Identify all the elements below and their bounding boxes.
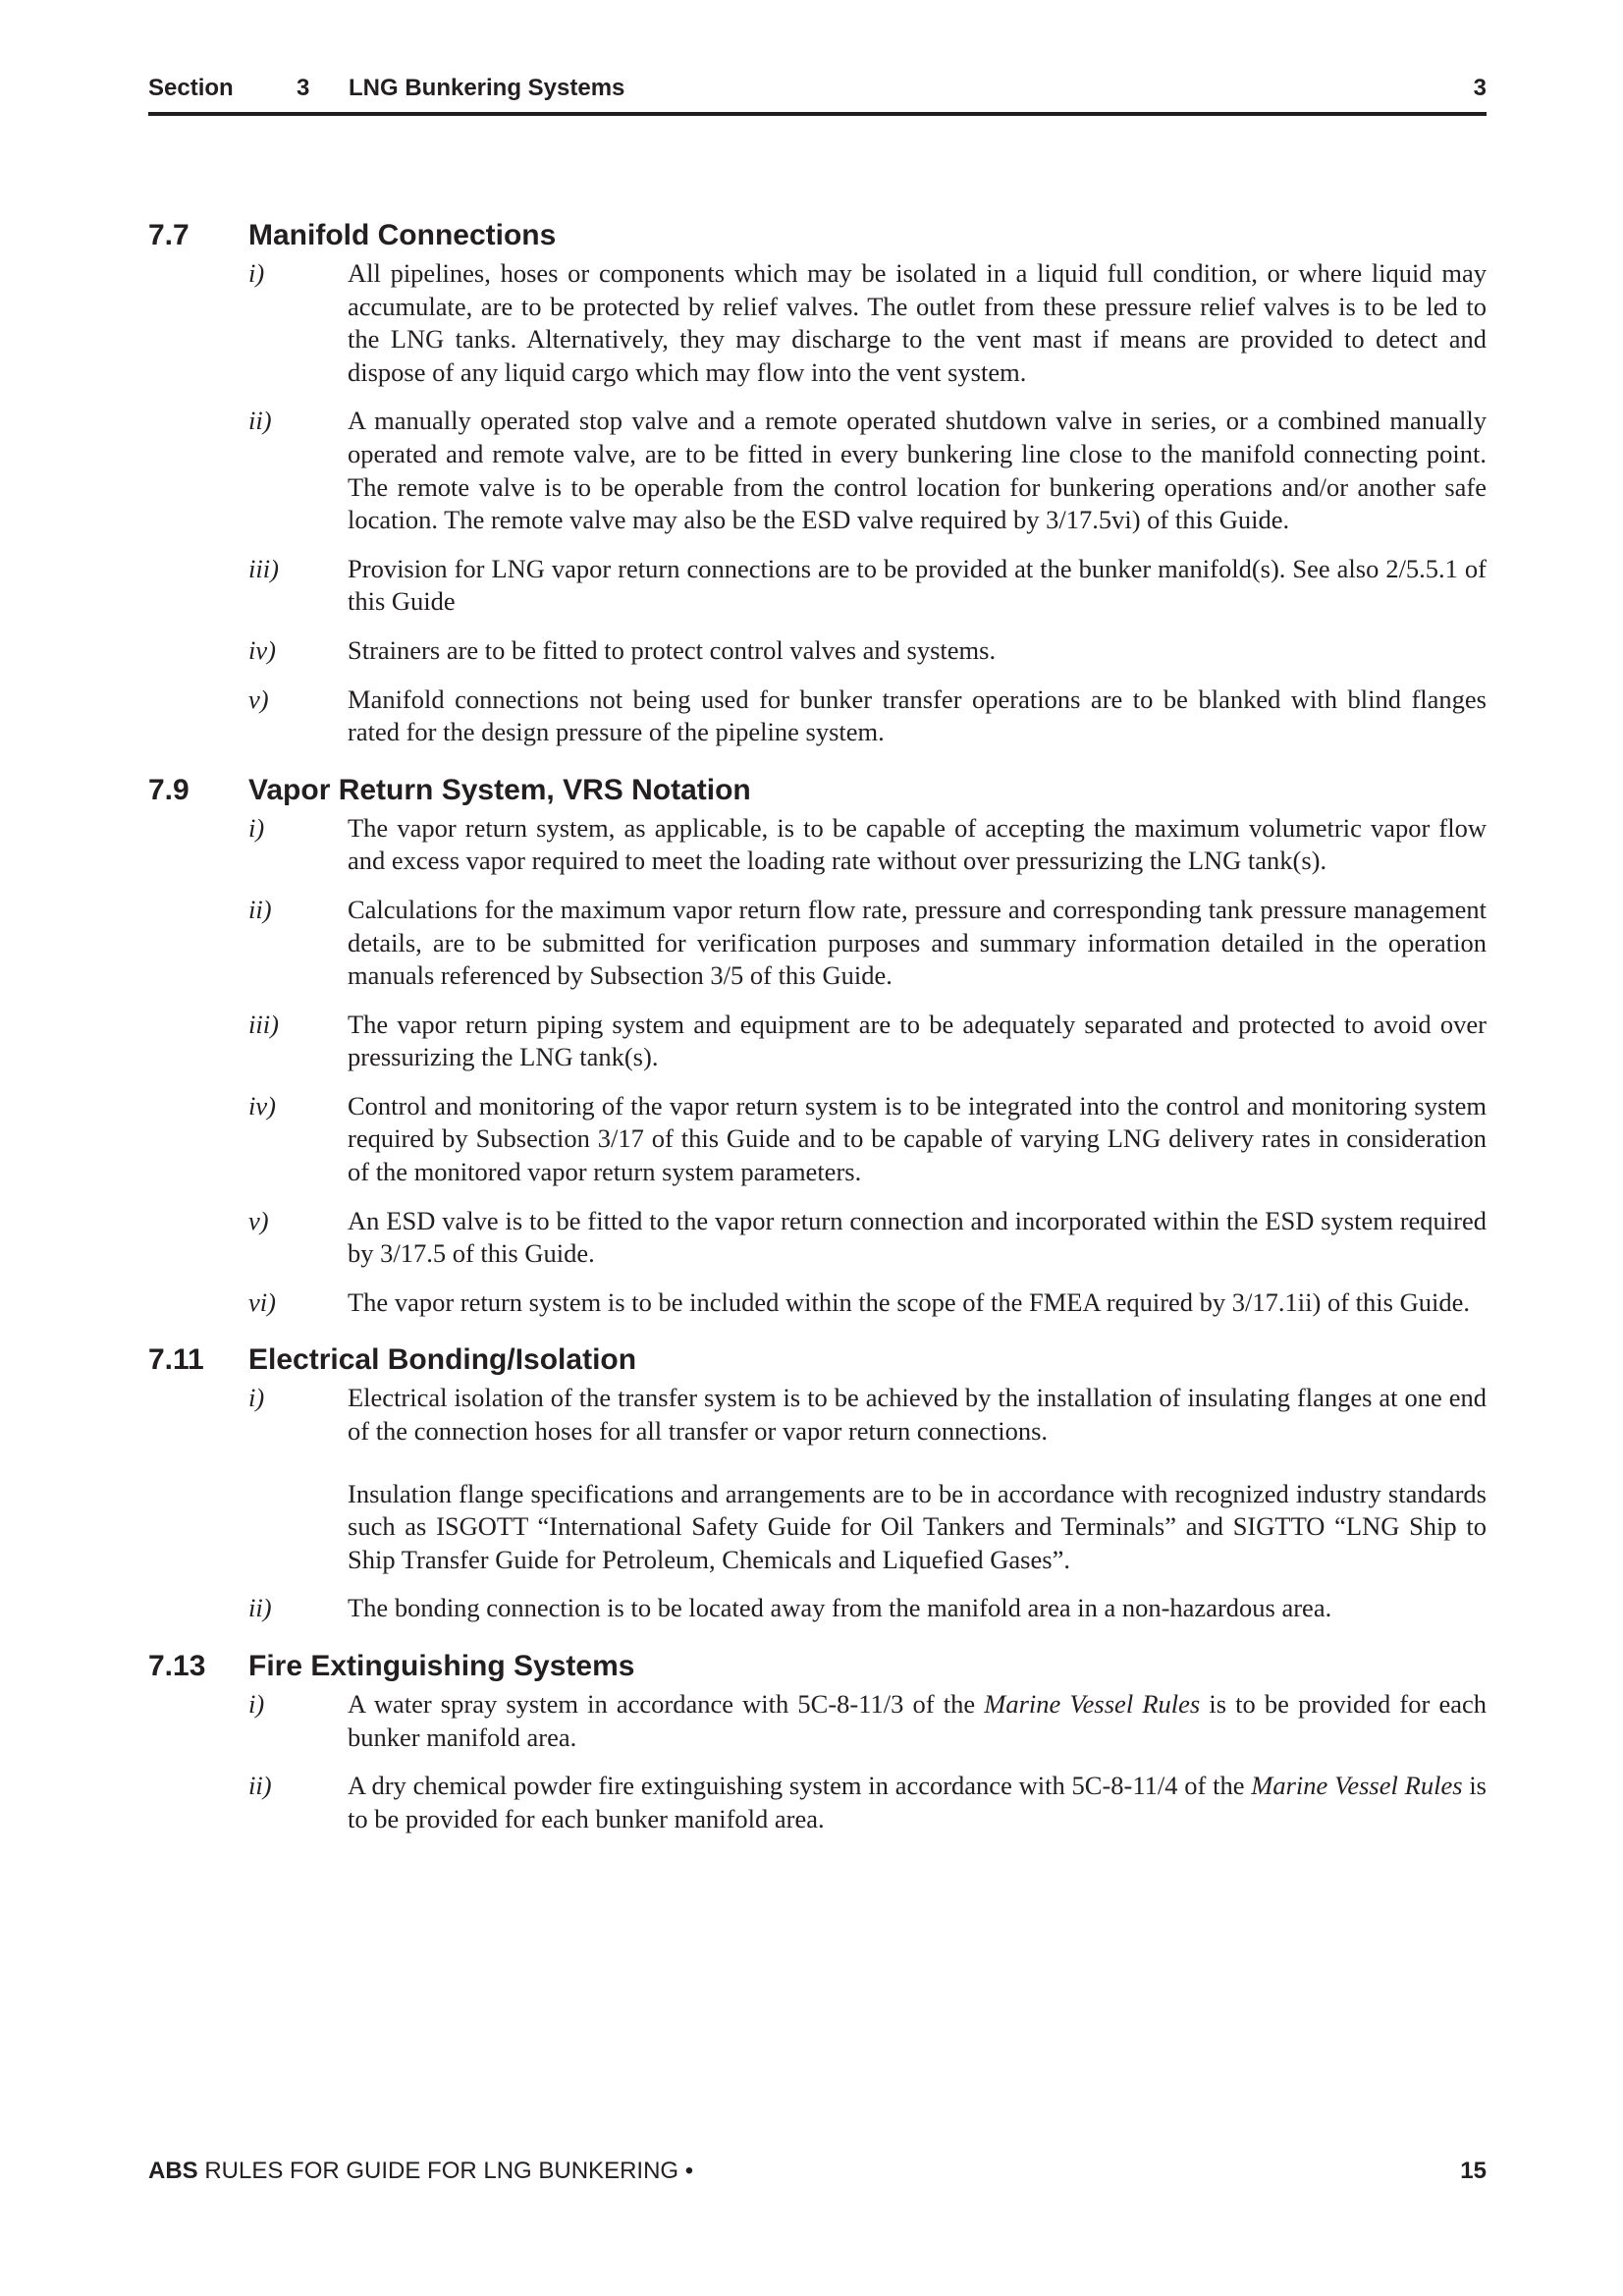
list-item-label: ii) <box>248 894 272 924</box>
header-section-word: Section <box>148 75 234 101</box>
list-item-label: i) <box>248 812 265 843</box>
footer-brand: ABS <box>148 2158 198 2184</box>
section-title: Fire Extinguishing Systems <box>248 1650 635 1682</box>
italic-reference: Marine Vessel Rules <box>984 1689 1201 1719</box>
list-item-text <box>348 1205 1487 1271</box>
list-item <box>148 1205 1487 1271</box>
list-item-label: v) <box>248 1205 269 1235</box>
list-item-label: iv) <box>248 634 276 665</box>
paragraph <box>348 1688 1487 1754</box>
list-item <box>148 257 1487 389</box>
list-item-text <box>348 1090 1487 1189</box>
paragraph: Electrical isolation of the transfer system is to be achieved by the installation of insulating flanges at one end of the connection hoses for all transfer or vapor return connections. <box>348 1383 1487 1447</box>
list-item-text <box>348 1382 1487 1576</box>
list-item <box>148 1382 1487 1576</box>
paragraph: Manifold connections not being used for bunker transfer operations are to be blanked with blind flanges rated for the design pressure of the pipeline system. <box>348 683 1487 747</box>
section-number: 7.9 <box>148 773 189 806</box>
list-item <box>148 1770 1487 1835</box>
section-block <box>148 1645 1487 1835</box>
running-header <box>148 75 1487 110</box>
list-item-text <box>348 683 1487 749</box>
paragraph: Insulation flange specifications and arrangements are to be in accordance with recognized industry standards such as ISGOTT “International Safety Guide for Oil Tankers and Terminals” and SIGTTO “LNG Ship to Ship Transfer Guide for Petroleum, Chemicals and Liquefied Gases”. <box>348 1478 1487 1574</box>
section-title: Manifold Connections <box>248 219 557 251</box>
section-number: 7.11 <box>148 1343 204 1377</box>
header-rule <box>148 112 1487 116</box>
section-heading <box>148 1645 1487 1688</box>
text-segment: A water spray system in accordance with 5C-8-11/3 of the <box>348 1689 985 1719</box>
paragraph: The vapor return piping system and equipment are to be adequately separated and protected to avoid over pressurizing the LNG tank(s). <box>348 1009 1487 1072</box>
paragraph: Provision for LNG vapor return connections are to be provided at the bunker manifold(s). See also 2/5.5.1 of this Guide <box>348 553 1487 617</box>
paragraph: Strainers are to be fitted to protect control valves and systems. <box>348 634 997 665</box>
list-item-label: v) <box>248 683 269 714</box>
list-item-label: iii) <box>248 553 279 583</box>
list-item-text <box>348 405 1487 536</box>
paragraph: The vapor return system is to be included within the scope of the FMEA required by 3/17.1ii) of this Guide. <box>348 1286 1470 1317</box>
paragraph: An ESD valve is to be fitted to the vapor return connection and incorporated within the ESD system required by 3/17.5 of this Guide. <box>348 1205 1487 1269</box>
section-title: Vapor Return System, VRS Notation <box>248 773 751 806</box>
list-item-text <box>348 1688 1487 1754</box>
paragraph: The bonding connection is to be located away from the manifold area in a non-hazardous area. <box>348 1593 1332 1623</box>
list-item-text <box>348 634 1487 668</box>
list-item <box>148 812 1487 878</box>
section-heading <box>148 214 1487 257</box>
header-section-title: LNG Bunkering Systems <box>349 75 625 101</box>
section-number: 7.13 <box>148 1650 206 1682</box>
section-title: Electrical Bonding/Isolation <box>248 1343 637 1377</box>
list-item-text <box>348 1286 1487 1320</box>
list-item <box>148 1009 1487 1074</box>
paragraph: Calculations for the maximum vapor return flow rate, pressure and corresponding tank pressure management details, are to be submitted for verification purposes and summary information detailed in the operation manuals referenced by Subsection 3/5 of this Guide. <box>348 894 1487 991</box>
header-section-number: 3 <box>297 75 310 101</box>
paragraph: A manually operated stop valve and a remote operated shutdown valve in series, or a combined manually operated and remote valve, are to be fitted in every bunkering line close to the manifold connecting point. The remote valve is to be operable from the control location for bunkering operations and/or another safe location. The remote valve may also be the ESD valve required by 3/17.5vi) of this Guide. <box>348 406 1487 535</box>
footer-title-line <box>148 2158 693 2185</box>
text-segment: is to be provided for each bunker manifold area. <box>348 1689 1488 1752</box>
running-footer <box>148 2158 1487 2191</box>
paragraph: The vapor return system, as applicable, is to be capable of accepting the maximum volumetric vapor flow and excess vapor required to meet the loading rate without over pressurizing the LNG tank(s). <box>348 812 1487 876</box>
list-item-label: iv) <box>248 1090 276 1121</box>
section-block <box>148 1339 1487 1625</box>
list-item <box>148 1286 1487 1320</box>
paragraph: Control and monitoring of the vapor return system is to be integrated into the control and monitoring system required by Subsection 3/17 of this Guide and to be capable of varying LNG delivery rates in consideration of the monitored vapor return system parameters. <box>348 1090 1487 1187</box>
section-heading <box>148 769 1487 812</box>
section-number: 7.7 <box>148 219 189 251</box>
text-segment: A dry chemical powder fire extinguishing system in accordance with 5C-8-11/4 of the <box>348 1771 1252 1801</box>
list-item-label: vi) <box>248 1286 276 1317</box>
list-item-label: ii) <box>248 1593 272 1623</box>
list-item <box>148 1592 1487 1625</box>
body-content <box>148 214 1487 1855</box>
list-item-text <box>348 812 1487 878</box>
list-item-text <box>348 1009 1487 1074</box>
list-item <box>148 634 1487 668</box>
section-block <box>148 214 1487 749</box>
list-item-label: ii) <box>248 1771 272 1801</box>
footer-page-number: 15 <box>1460 2158 1487 2184</box>
list-item-text <box>348 553 1487 619</box>
text-segment: is to be provided for each bunker manifold area. <box>348 1771 1487 1833</box>
list-item <box>148 683 1487 749</box>
list-item-text <box>348 1592 1487 1625</box>
paragraph: All pipelines, hoses or components which may be isolated in a liquid full condition, or where liquid may accumulate, are to be protected by relief valves. The outlet from these pressure relief valves is to be led to the LNG tanks. Alternatively, they may discharge to the vent mast if means are provided to detect and dispose of any liquid cargo which may flow into the vent system. <box>348 258 1487 387</box>
section-heading <box>148 1339 1487 1382</box>
list-item <box>148 1688 1487 1754</box>
list-item <box>148 553 1487 619</box>
italic-reference: Marine Vessel Rules <box>1251 1771 1463 1801</box>
footer-title: RULES FOR GUIDE FOR LNG BUNKERING • <box>204 2158 694 2184</box>
paragraph <box>348 1770 1487 1835</box>
list-item-label: i) <box>248 258 265 288</box>
list-item-text <box>348 257 1487 389</box>
header-right-number: 3 <box>1473 75 1487 101</box>
list-item-label: i) <box>248 1383 265 1413</box>
list-item-label: i) <box>248 1689 265 1719</box>
list-item-text <box>348 894 1487 993</box>
list-item <box>148 1090 1487 1189</box>
list-item-label: ii) <box>248 406 272 436</box>
list-item-label: iii) <box>248 1009 279 1039</box>
list-item <box>148 894 1487 993</box>
list-item <box>148 405 1487 536</box>
list-item-text <box>348 1770 1487 1835</box>
section-block <box>148 769 1487 1320</box>
